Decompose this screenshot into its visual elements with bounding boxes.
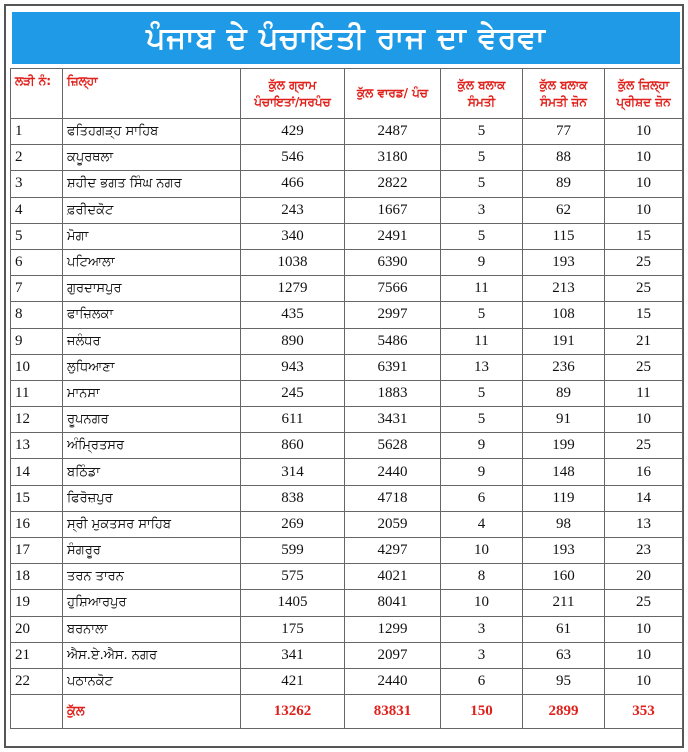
row-block-zones: 213 xyxy=(523,276,605,302)
row-block-zones: 89 xyxy=(523,380,605,406)
row-panchayats: 466 xyxy=(241,171,345,197)
row-district-zones: 10 xyxy=(605,171,683,197)
table-row xyxy=(11,223,683,249)
row-wards: 4297 xyxy=(345,538,441,564)
row-block-zones: 211 xyxy=(523,590,605,616)
row-sn: 20 xyxy=(11,616,63,642)
row-wards: 2059 xyxy=(345,511,441,537)
row-district: ਤਰਨ ਤਾਰਨ xyxy=(63,564,241,590)
row-block-zones: 191 xyxy=(523,328,605,354)
row-district: ਸ਼ਹੀਦ ਭਗਤ ਸਿੰਘ ਨਗਰ xyxy=(63,171,241,197)
table-row xyxy=(11,590,683,616)
row-wards: 1883 xyxy=(345,380,441,406)
row-sn: 5 xyxy=(11,223,63,249)
table-row xyxy=(11,668,683,694)
row-wards: 5628 xyxy=(345,433,441,459)
row-blocks: 6 xyxy=(441,485,523,511)
row-wards: 2487 xyxy=(345,119,441,145)
row-district-zones: 10 xyxy=(605,407,683,433)
row-wards: 7566 xyxy=(345,276,441,302)
row-district: ਫ਼ਰੀਦਕੋਟ xyxy=(63,197,241,223)
total-label: ਕੁੱਲ xyxy=(63,695,241,729)
row-blocks: 6 xyxy=(441,668,523,694)
row-block-zones: 119 xyxy=(523,485,605,511)
row-blocks: 11 xyxy=(441,328,523,354)
row-district-zones: 10 xyxy=(605,119,683,145)
row-wards: 6390 xyxy=(345,249,441,275)
row-blocks: 5 xyxy=(441,171,523,197)
row-district: ਹੁਸ਼ਿਆਰਪੁਰ xyxy=(63,590,241,616)
row-district: ਮਾਨਸਾ xyxy=(63,380,241,406)
row-blocks: 13 xyxy=(441,354,523,380)
header-block-zones: ਕੁੱਲ ਬਲਾਕ ਸੰਮਤੀ ਜ਼ੋਨ xyxy=(523,69,605,119)
row-district-zones: 15 xyxy=(605,223,683,249)
header-blocks: ਕੁੱਲ ਬਲਾਕ ਸੰਮਤੀ xyxy=(441,69,523,119)
row-wards: 2491 xyxy=(345,223,441,249)
row-district: ਕਪੂਰਥਲਾ xyxy=(63,145,241,171)
row-block-zones: 91 xyxy=(523,407,605,433)
row-district-zones: 25 xyxy=(605,433,683,459)
row-district: ਸ੍ਰੀ ਮੁਕਤਸਰ ਸਾਹਿਬ xyxy=(63,511,241,537)
row-district: ਪਠਾਨਕੋਟ xyxy=(63,668,241,694)
row-wards: 2822 xyxy=(345,171,441,197)
row-district-zones: 20 xyxy=(605,564,683,590)
row-sn: 9 xyxy=(11,328,63,354)
row-wards: 2997 xyxy=(345,302,441,328)
row-block-zones: 236 xyxy=(523,354,605,380)
row-panchayats: 546 xyxy=(241,145,345,171)
row-district: ਲੁਧਿਆਣਾ xyxy=(63,354,241,380)
row-district-zones: 16 xyxy=(605,459,683,485)
row-block-zones: 160 xyxy=(523,564,605,590)
row-blocks: 5 xyxy=(441,145,523,171)
row-blocks: 10 xyxy=(441,538,523,564)
panchayat-table xyxy=(10,68,683,729)
row-block-zones: 62 xyxy=(523,197,605,223)
row-sn: 7 xyxy=(11,276,63,302)
row-district-zones: 14 xyxy=(605,485,683,511)
row-panchayats: 340 xyxy=(241,223,345,249)
row-panchayats: 341 xyxy=(241,642,345,668)
row-district-zones: 15 xyxy=(605,302,683,328)
table-row xyxy=(11,171,683,197)
row-block-zones: 148 xyxy=(523,459,605,485)
row-panchayats: 269 xyxy=(241,511,345,537)
row-panchayats: 245 xyxy=(241,380,345,406)
row-panchayats: 435 xyxy=(241,302,345,328)
table-row xyxy=(11,642,683,668)
table-row xyxy=(11,485,683,511)
row-panchayats: 943 xyxy=(241,354,345,380)
row-blocks: 9 xyxy=(441,249,523,275)
row-district: ਜਲੰਧਰ xyxy=(63,328,241,354)
table-row xyxy=(11,538,683,564)
row-wards: 4718 xyxy=(345,485,441,511)
row-district-zones: 25 xyxy=(605,590,683,616)
total-sn-cell xyxy=(11,695,63,729)
row-sn: 11 xyxy=(11,380,63,406)
row-district: ਮੋਗਾ xyxy=(63,223,241,249)
row-block-zones: 89 xyxy=(523,171,605,197)
row-district-zones: 21 xyxy=(605,328,683,354)
row-block-zones: 199 xyxy=(523,433,605,459)
row-sn: 3 xyxy=(11,171,63,197)
row-blocks: 9 xyxy=(441,459,523,485)
row-panchayats: 243 xyxy=(241,197,345,223)
row-blocks: 11 xyxy=(441,276,523,302)
row-wards: 8041 xyxy=(345,590,441,616)
row-sn: 19 xyxy=(11,590,63,616)
row-wards: 2440 xyxy=(345,668,441,694)
row-sn: 22 xyxy=(11,668,63,694)
row-sn: 15 xyxy=(11,485,63,511)
table-body xyxy=(11,119,683,695)
row-sn: 6 xyxy=(11,249,63,275)
row-district: ਐਸ.ਏ.ਐਸ. ਨਗਰ xyxy=(63,642,241,668)
row-block-zones: 98 xyxy=(523,511,605,537)
row-blocks: 5 xyxy=(441,302,523,328)
row-panchayats: 575 xyxy=(241,564,345,590)
header-district-zones: ਕੁੱਲ ਜ਼ਿਲ੍ਹਾ ਪ੍ਰੀਸ਼ਦ ਜ਼ੋਨ xyxy=(605,69,683,119)
row-wards: 6391 xyxy=(345,354,441,380)
row-blocks: 8 xyxy=(441,564,523,590)
total-block-zones: 2899 xyxy=(523,695,605,729)
row-block-zones: 108 xyxy=(523,302,605,328)
row-panchayats: 599 xyxy=(241,538,345,564)
total-blocks: 150 xyxy=(441,695,523,729)
row-block-zones: 61 xyxy=(523,616,605,642)
table-row xyxy=(11,302,683,328)
row-district: ਫਾਜ਼ਿਲਕਾ xyxy=(63,302,241,328)
row-district-zones: 10 xyxy=(605,642,683,668)
row-district-zones: 10 xyxy=(605,616,683,642)
row-district: ਫਿਰੋਜ਼ਪੁਰ xyxy=(63,485,241,511)
row-wards: 2097 xyxy=(345,642,441,668)
row-sn: 17 xyxy=(11,538,63,564)
title-banner xyxy=(12,12,680,64)
row-sn: 10 xyxy=(11,354,63,380)
row-sn: 18 xyxy=(11,564,63,590)
table-row xyxy=(11,276,683,302)
table-row xyxy=(11,119,683,145)
row-block-zones: 193 xyxy=(523,538,605,564)
total-panchayats: 13262 xyxy=(241,695,345,729)
row-sn: 16 xyxy=(11,511,63,537)
table-row xyxy=(11,354,683,380)
table-row xyxy=(11,249,683,275)
row-sn: 4 xyxy=(11,197,63,223)
row-blocks: 5 xyxy=(441,119,523,145)
row-sn: 2 xyxy=(11,145,63,171)
row-district-zones: 11 xyxy=(605,380,683,406)
document-frame xyxy=(4,4,684,748)
row-blocks: 5 xyxy=(441,223,523,249)
header-wards: ਕੁੱਲ ਵਾਰਡ/ ਪੰਚ xyxy=(345,69,441,119)
total-district-zones: 353 xyxy=(605,695,683,729)
row-district: ਗੁਰਦਾਸਪੁਰ xyxy=(63,276,241,302)
row-blocks: 3 xyxy=(441,642,523,668)
row-district-zones: 25 xyxy=(605,276,683,302)
row-panchayats: 1038 xyxy=(241,249,345,275)
table-row xyxy=(11,328,683,354)
row-sn: 14 xyxy=(11,459,63,485)
table-row xyxy=(11,380,683,406)
row-panchayats: 1405 xyxy=(241,590,345,616)
row-panchayats: 860 xyxy=(241,433,345,459)
row-panchayats: 1279 xyxy=(241,276,345,302)
row-panchayats: 890 xyxy=(241,328,345,354)
row-wards: 4021 xyxy=(345,564,441,590)
row-district-zones: 23 xyxy=(605,538,683,564)
row-block-zones: 95 xyxy=(523,668,605,694)
row-block-zones: 88 xyxy=(523,145,605,171)
row-sn: 12 xyxy=(11,407,63,433)
row-panchayats: 611 xyxy=(241,407,345,433)
row-district-zones: 10 xyxy=(605,145,683,171)
row-wards: 2440 xyxy=(345,459,441,485)
total-wards: 83831 xyxy=(345,695,441,729)
table-row xyxy=(11,459,683,485)
row-sn: 1 xyxy=(11,119,63,145)
row-district: ਬਠਿੰਡਾ xyxy=(63,459,241,485)
row-district-zones: 25 xyxy=(605,249,683,275)
row-block-zones: 115 xyxy=(523,223,605,249)
header-row xyxy=(11,69,683,119)
row-district-zones: 10 xyxy=(605,668,683,694)
row-district-zones: 10 xyxy=(605,197,683,223)
row-district: ਪਟਿਆਲਾ xyxy=(63,249,241,275)
table-row xyxy=(11,197,683,223)
row-panchayats: 838 xyxy=(241,485,345,511)
header-district: ਜ਼ਿਲ੍ਹਾ xyxy=(63,69,241,119)
row-blocks: 5 xyxy=(441,380,523,406)
header-panchayats: ਕੁੱਲ ਗ੍ਰਾਮ ਪੰਚਾਇਤਾਂ/ਸਰਪੰਚ xyxy=(241,69,345,119)
row-wards: 3180 xyxy=(345,145,441,171)
row-sn: 21 xyxy=(11,642,63,668)
row-blocks: 5 xyxy=(441,407,523,433)
row-wards: 1667 xyxy=(345,197,441,223)
row-blocks: 10 xyxy=(441,590,523,616)
table-row xyxy=(11,564,683,590)
row-panchayats: 175 xyxy=(241,616,345,642)
header-sn: ਲੜੀ ਨੰ: xyxy=(11,69,63,119)
row-blocks: 4 xyxy=(441,511,523,537)
row-district: ਬਰਨਾਲਾ xyxy=(63,616,241,642)
row-panchayats: 314 xyxy=(241,459,345,485)
row-district-zones: 25 xyxy=(605,354,683,380)
row-wards: 1299 xyxy=(345,616,441,642)
row-panchayats: 421 xyxy=(241,668,345,694)
row-block-zones: 63 xyxy=(523,642,605,668)
row-blocks: 3 xyxy=(441,197,523,223)
table-row xyxy=(11,433,683,459)
total-row xyxy=(11,695,683,729)
row-block-zones: 193 xyxy=(523,249,605,275)
row-blocks: 3 xyxy=(441,616,523,642)
row-district: ਰੂਪਨਗਰ xyxy=(63,407,241,433)
table-row xyxy=(11,145,683,171)
row-district: ਫਤਿਹਗੜ੍ਹ ਸਾਹਿਬ xyxy=(63,119,241,145)
table-row xyxy=(11,616,683,642)
row-district-zones: 13 xyxy=(605,511,683,537)
row-sn: 13 xyxy=(11,433,63,459)
row-panchayats: 429 xyxy=(241,119,345,145)
row-block-zones: 77 xyxy=(523,119,605,145)
row-blocks: 9 xyxy=(441,433,523,459)
row-wards: 5486 xyxy=(345,328,441,354)
table-row xyxy=(11,407,683,433)
table-row xyxy=(11,511,683,537)
row-wards: 3431 xyxy=(345,407,441,433)
row-sn: 8 xyxy=(11,302,63,328)
row-district: ਅੰਮ੍ਰਿਤਸਰ xyxy=(63,433,241,459)
row-district: ਸੰਗਰੂਰ xyxy=(63,538,241,564)
page-title: ਪੰਜਾਬ ਦੇ ਪੰਚਾਇਤੀ ਰਾਜ ਦਾ ਵੇਰਵਾ xyxy=(146,20,546,56)
